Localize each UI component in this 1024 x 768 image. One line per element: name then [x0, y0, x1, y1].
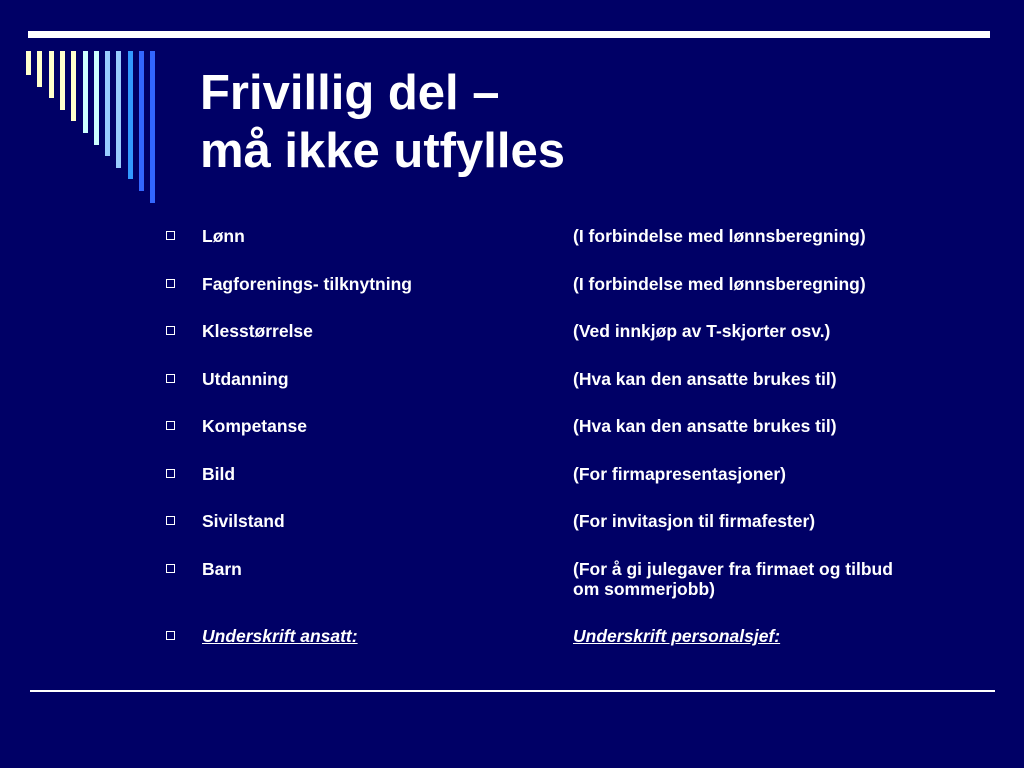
top-rule	[28, 31, 990, 38]
stripe	[116, 51, 121, 168]
square-bullet-icon	[166, 326, 175, 335]
item-label: Bild	[202, 463, 236, 484]
item-note: (For å gi julegaver fra firmaet og tilbud om sommerjobb)	[573, 558, 893, 599]
item-note: (Ved innkjøp av T-skjorter osv.)	[573, 321, 831, 341]
item-label: Utdanning	[202, 368, 289, 389]
square-bullet-icon	[166, 469, 175, 478]
item-label: Kompetanse	[202, 416, 308, 436]
stripe	[150, 51, 155, 203]
square-bullet-icon	[166, 279, 175, 288]
item-note: (Hva kan den ansatte brukes til)	[573, 368, 837, 389]
item-label: Lønn	[202, 226, 245, 246]
list-item	[166, 226, 946, 246]
list-item	[166, 511, 946, 531]
item-note: (For firmapresentasjoner)	[573, 463, 786, 484]
item-note: (Hva kan den ansatte brukes til)	[573, 416, 837, 436]
item-note: (I forbindelse med lønnsberegning)	[573, 226, 866, 246]
employee-signature-line	[202, 626, 573, 646]
stripe	[60, 51, 65, 110]
stripe	[139, 51, 144, 191]
item-label: Klesstørrelse	[202, 321, 313, 341]
title-line-2: må ikke utfylles	[200, 124, 565, 178]
signature-row	[166, 626, 946, 646]
employee-signature-label: Underskrift ansatt:	[202, 626, 358, 646]
slide-title	[200, 64, 565, 180]
title-line-1: Frivillig del –	[200, 66, 500, 120]
stripe	[49, 51, 54, 98]
bottom-rule	[30, 690, 995, 692]
hr-signature-label: Underskrift personalsjef:	[573, 626, 781, 646]
square-bullet-icon	[166, 516, 175, 525]
square-bullet-icon	[166, 231, 175, 240]
list-item	[166, 321, 946, 341]
item-note: (I forbindelse med lønnsberegning)	[573, 273, 866, 294]
list-item	[166, 464, 946, 484]
list-item	[166, 416, 946, 436]
stripe	[83, 51, 88, 133]
item-label: Barn	[202, 558, 242, 579]
stripe	[71, 51, 76, 121]
square-bullet-icon	[166, 421, 175, 430]
field-list	[166, 226, 946, 674]
stripe	[26, 51, 31, 75]
item-label: Sivilstand	[202, 511, 285, 531]
square-bullet-icon	[166, 631, 175, 640]
list-item	[166, 274, 946, 294]
stripe	[105, 51, 110, 156]
square-bullet-icon	[166, 374, 175, 383]
stripe	[128, 51, 133, 179]
list-item	[166, 559, 946, 599]
stripe	[37, 51, 42, 87]
square-bullet-icon	[166, 564, 175, 573]
item-note: (For invitasjon til firmafester)	[573, 511, 816, 531]
list-item	[166, 369, 946, 389]
stripe	[94, 51, 99, 145]
item-label: Fagforenings- tilknytning	[202, 273, 412, 294]
